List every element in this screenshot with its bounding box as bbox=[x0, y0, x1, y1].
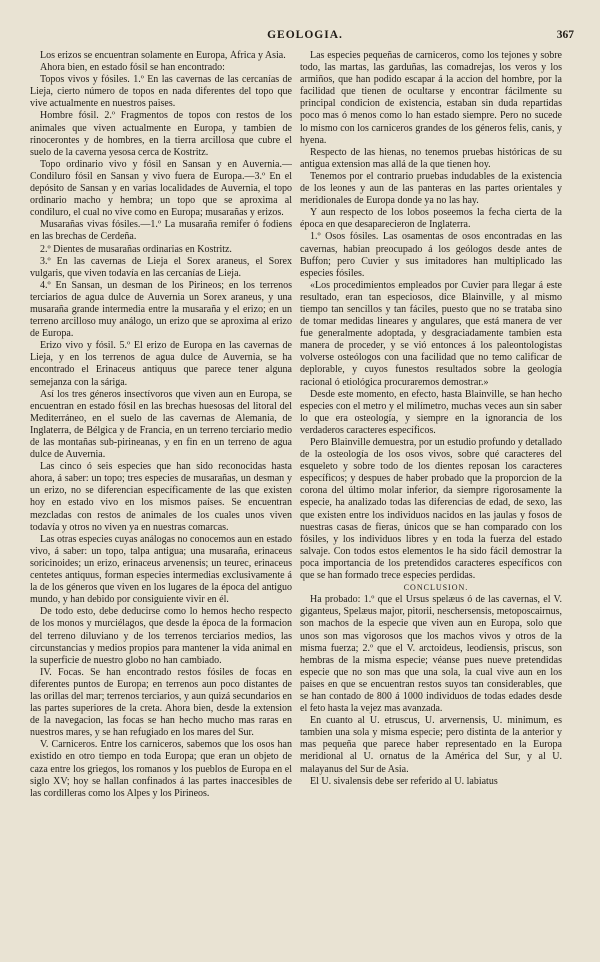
right-text-column bbox=[300, 50, 562, 950]
paragraph: 1.º Osos fósiles. Las osamentas de osos encontradas en las cavernas, habian preocupado á los geólogos desde antes de Buffon; pero Cuvier y sus imitadores han multiplicado las especies fósiles. bbox=[300, 231, 562, 279]
paragraph: V. Carniceros. Entre los carniceros, sabemos que los osos han existido en otro tiempo en toda Europa; que eran un objeto de caza entre los griegos, los romanos y los pueblos de Europa en el siglo XV; hoy se hallan confinados á las partes inaccesibles de las cordilleras como los Alpes y los Pirineos. bbox=[30, 739, 292, 799]
paragraph: Topo ordinario vivo y fósil en Sansan y en Auvernia.—Condiluro fósil en Sansan y vivo fuera de Europa.—3.º En el depósito de Sansan y en varias localidades de Auvernia, el topo ordinario macho y hembra; un topo que se aproxima al condiluro, el cual no vive como en Europa; musarañas y erizos. bbox=[30, 158, 292, 219]
paragraph: Las especies pequeñas de carniceros, como los tejones y sobre todo, las martas, las garduñas, las comadrejas, los veros y los armiños, que han podido escapar á la accion del hombre, por la facilidad que tienen de ocultarse y encontrar fácilmente su principal condicion de existencia, estaban sin duda repartidas poco mas ó menos como lo han estado siempre. Pero no sucede lo mismo con los carniceros grandes de los géneros felis, canis, y hyena. bbox=[300, 50, 562, 146]
paragraph: 4.º En Sansan, un desman de los Pirineos; en los terrenos terciarios de agua dulce de Auvernia un Sorex araneus, y una musaraña grande intermedia entre la musaraña y el erizo; en un terreno arcilloso muy análogo, un erizo que se aproxima al erizo de Europa. bbox=[30, 279, 292, 340]
paragraph: Musarañas vivas fósiles.—1.º La musaraña remifer ó fodiens en las brechas de Cerdeña. bbox=[30, 219, 292, 243]
section-heading: CONCLUSION. bbox=[403, 583, 469, 593]
paragraph: Hombre fósil. 2.º Fragmentos de topos con restos de los animales que viven actualmente en Europa, y tambien de rinocerontes y de hombres, en la tierra arcillosa que cubre el suelo de la caverna yesosa cerca de Kostritz. bbox=[30, 110, 292, 158]
paragraph: Las otras especies cuyas análogas no conocemos aun en estado vivo, á saber: un topo, talpa antigua; una musaraña, erinaceus soricinoides; un erizo, erinaceus arvenensis; un teurec, erinaceus centetes antiquus, forman especies intermedias exclusivamente á la de los géneros que viven en los lugares de la época del antiguo mundo, y han debido por consiguiente vivir en él. bbox=[30, 533, 292, 606]
paragraph: De todo esto, debe deducirse como lo hemos hecho respecto de los monos y murciélagos, que desde la época de la formacion del terreno diluviano y de los terrenos terciarios medios, las circunstancias y medios propios para mantener la vida animal en la superficie de nuestro globo no han cambiado. bbox=[30, 606, 292, 666]
paragraph: Las cinco ó seis especies que han sido reconocidas hasta ahora, á saber: un topo; tres especies de musarañas, un desman y un erizo, no se diferencian específicamente de las que existen hoy en estado vivo en los mismos países. Se encuentran mezcladas con restos de animales de los cuales unos viven todavía y otros no viven ya en nuestras comarcas. bbox=[30, 461, 292, 533]
paragraph: Tenemos por el contrario pruebas indudables de la existencia de los leones y aun de las panteras en las partes orientales y meridionales de Europa donde ya no las hay. bbox=[300, 170, 562, 207]
paragraph: Ha probado: 1.º que el Ursus spelæus ó de las cavernas, el V. giganteus, Spelæus major, pitorii, neschersensis, metoposcairnus, son machos de la especie que viven aun en Europa, solo que unos son mas vigorosos que los machos vivos y otros de la misma fuerza; 2.º que el V. arctoideus, leodiensis, priscus, son hembras de la misma especie; véanse pues nueve pretendidas especie que no son mas que una sola, la cual vive aun en los paises en que se encuentran restos suyos tan considerables, que se han contado de 800 á 1000 individuos de todas edades desde el feto hasta la vejez mas avanzada. bbox=[300, 594, 562, 715]
paragraph: En cuanto al U. etruscus, U. arvernensis, U. minimum, es tambien una sola y misma especie; pero distinta de la anterior y mas pequeña que parece haber representado en la Europa meridional al U. ornatus de la América del Sur, y al U. malayanus del Sur de Asia. bbox=[300, 715, 562, 775]
paragraph: El U. sivalensis debe ser referido al U. labiatus bbox=[310, 775, 498, 787]
paragraph: Pero Blainville demuestra, por un estudio profundo y detallado de la osteología de los osos vivos, sobre qué caracteres del esqueleto y sobre todo de los dientes reposan los caracteres específicos; y despues de haber probado que la proporcion de la corona del último molar inferior, da siempre rigorosamente la especie, ha analizado todas las diferencias de edad, de sexo, las que existen entre los individuos nacidos en las jaulas y fosos de nuestras casas de fieras, únicos que se han comparado con los fósiles, y los individuos libres y en toda la fuerza del estado salvaje. Con todos estos elementos le ha sido fácil demostrar la poca importancia de los pretendidos caracteres específicos con que se han formado trece especies perdidas. bbox=[300, 437, 562, 582]
paragraph: Respecto de las hienas, no tenemos pruebas históricas de su antigua extension mas allá de la que tienen hoy. bbox=[300, 146, 562, 170]
paragraph: 2.º Dientes de musarañas ordinarias en Kostritz. bbox=[40, 243, 232, 255]
paragraph: IV. Focas. Se han encontrado restos fósiles de focas en diferentes puntos de Europa; en terrenos aun poco distantes de las orillas del mar; terrenos terciarios, y aun quizá secundarios en las partes superiores de la creta. Ahora bien, desde la extension de la navegacion, las focas se han hecho mucho mas raras en nuestros mares, y se han refugiado en los mares del Sur. bbox=[30, 666, 292, 739]
paragraph: Ahora bien, en estado fósil se han encontrado: bbox=[40, 62, 225, 74]
paragraph: Desde este momento, en efecto, hasta Blainville, se han hecho especies con el metro y el milímetro, muchas veces aun sin saber lo que era osteología, y siempre en la ignorancia de los verdaderos caracteres específicos. bbox=[300, 388, 562, 436]
left-text-column bbox=[30, 50, 292, 950]
running-title: GEOLOGIA. bbox=[267, 29, 343, 41]
paragraph: «Los procedimientos empleados por Cuvier para llegar á este resultado, eran tan especiosos, dice Blainville, y al mismo tiempo tan sencillos y tan fáciles, puesto que no se trataba sino de tomar medidas lineares y angulares, que está manera de ver fue generalmente adoptada, y desgraciadamente tambien esta manera de proceder, y se vió entonces á los paleontologistas volverse osteólogos con una facilidad que no temo calificar de deplorable, y cuyos funestos resultados sobre la geología racional ó etiológica procuraremos demostrar.» bbox=[300, 279, 562, 388]
page-header bbox=[0, 29, 600, 45]
paragraph: 3.º En las cavernas de Lieja el Sorex araneus, el Sorex vulgaris, que viven todavía en las cercanías de Lieja. bbox=[30, 255, 292, 279]
paragraph: Los erizos se encuentran solamente en Europa, África y Asia. bbox=[40, 50, 286, 61]
paragraph: Así los tres géneros insectívoros que viven aun en Europa, se encuentran en estado fósil en las brechas huesosas del litoral del Mediterráneo, en el suelo de las cavernas de Alemania, de Inglaterra, de Bélgica y de Francia, en un terreno terciario medio de las montañas sub-pirineanas, y en fin en un terreno de agua dulce de Auvernia. bbox=[30, 388, 292, 461]
paragraph: Erizo vivo y fósil. 5.º El erizo de Europa en las cavernas de Lieja, y en los terrenos de agua dulce de Auvernia, se ha encontrado el Erinaceus antiquus que parece tener alguna semejanza con la sáriga. bbox=[30, 340, 292, 388]
page-number: 367 bbox=[556, 29, 574, 41]
paragraph: Y aun respecto de los lobos poseemos la fecha cierta de la época en que desaparecieron de Inglaterra. bbox=[300, 207, 562, 231]
paragraph: Topos vivos y fósiles. 1.º En las cavernas de las cercanías de Lieja, cierto número de topos en nada diferentes del topo que vive actualmente en nuestros paises. bbox=[30, 74, 292, 110]
